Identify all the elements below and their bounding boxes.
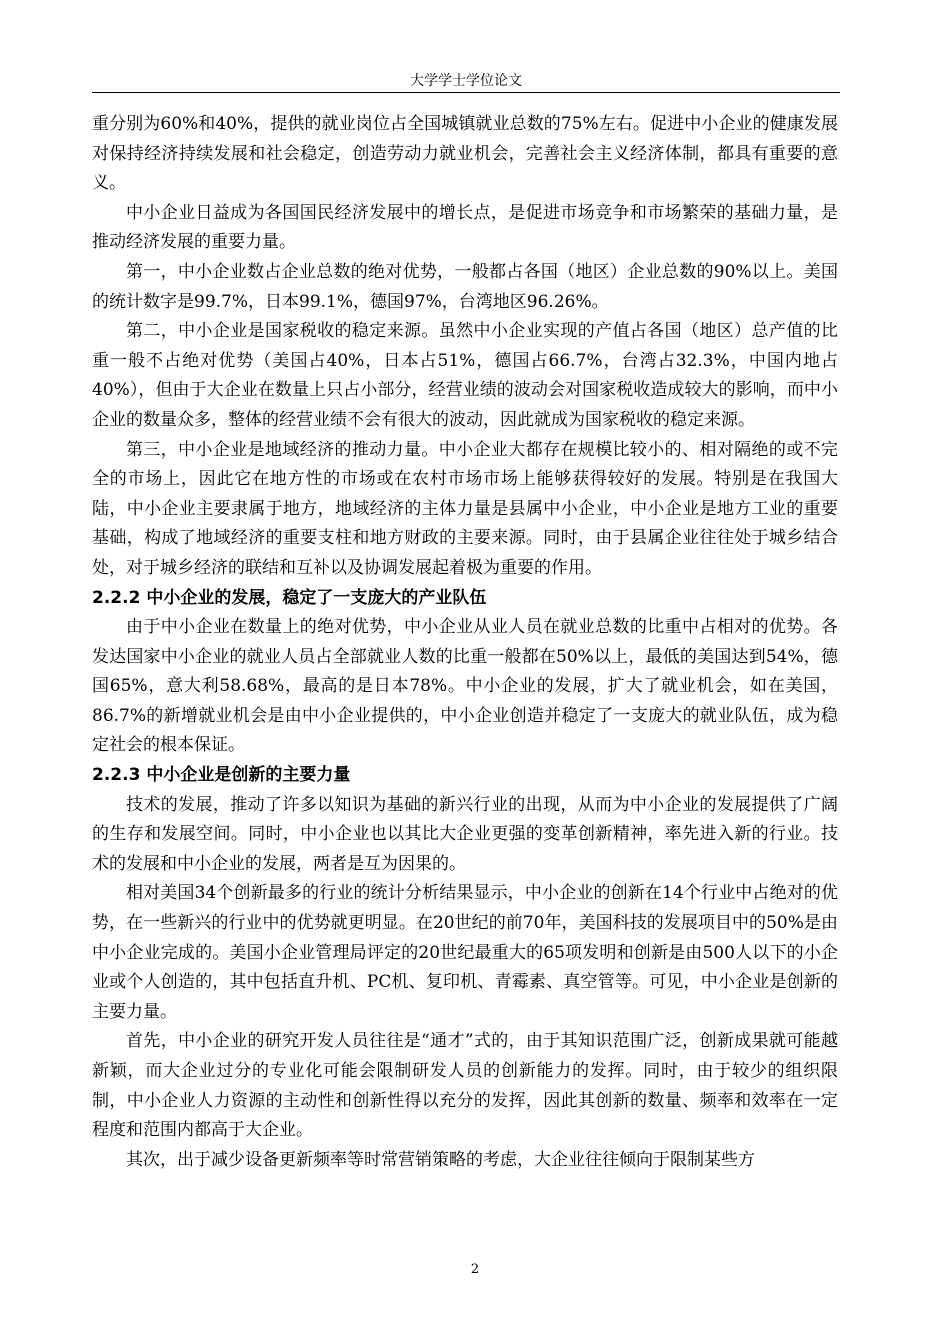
section-heading-2-2-2: 2.2.2 中小企业的发展，稳定了一支庞大的产业队伍 [92,587,487,608]
running-header: 大学学士学位论文 [410,73,522,89]
paragraph-4: 第二，中小企业是国家税收的稳定来源。虽然中小企业实现的产值占各国（地区）总产值的比重一般不占绝对优势（美国占40%，日本占51%，德国占66.7%，台湾占32.3%，中国内地占 40%），但由于大企业在数量上只占小部分，经营业绩的波动会对国家税收造成较大的影响，而中小企业的数量众多，整体的经营业绩不会有很大的波动，因此就成为国家税收的稳定来源。 [92,321,838,430]
paragraph-10: 其次，出于减少设备更新频率等时常营销策略的考虑，大企业往往倾向于限制某些方 [126,1149,755,1170]
page-number: 2 [470,1262,480,1277]
paragraph-5: 第三，中小企业是地域经济的推动力量。中小企业大都存在规模比较小的、相对隔绝的或不完全的市场上，因此它在地方性的市场或在农村市场市场上能够获得较好的发展。特别是在我国大陆，中小企业主要隶属于地方，地域经济的主体力量是县属中小企业，中小企业是地方工业的重要基础，构成了地域经济的重要支柱和地方财政的主要来源。同时，由于县属企业往往处于城乡结合处，对于城乡经济的联结和互补以及协调发展起着极为重要的作用。 [92,439,838,578]
document-body [92,110,838,1175]
paragraph-3: 第一，中小企业数占企业总数的绝对优势，一般都占各国（地区）企业总数的90%以上。美国的统计数字是99.7%，日本99.1%，德国97%，台湾地区96.26%。 [92,261,838,312]
paragraph-1: 重分别为60%和40%，提供的就业岗位占全国城镇就业总数的75%左右。促进中小企业的健康发展对保持经济持续发展和社会稳定，创造劳动力就业机会，完善社会主义经济体制，都具有重要的意义。 [92,114,838,194]
paragraph-6: 由于中小企业在数量上的绝对优势，中小企业从业人员在就业总数的比重中占相对的优势。各发达国家中小企业的就业人员占全部就业人数的比重一般都在50%以上，最低的美国达到54%，德国65%，意大利58.68%，最高的是日本78%。中小企业的发展，扩大了就业机会，如在美国，86.7%的新增就业机会是由中小企业提供的，中小企业创造并稳定了一支庞大的就业队伍，成为稳定社会的根本保证。 [92,617,838,756]
paragraph-2: 中小企业日益成为各国国民经济发展中的增长点，是促进市场竞争和市场繁荣的基础力量，是推动经济发展的重要力量。 [92,202,838,253]
paragraph-8: 相对美国34个创新最多的行业的统计分析结果显示，中小企业的创新在14个行业中占绝对的优势，在一些新兴的行业中的优势就更明显。在20世纪的前70年，美国科技的发展项目中的50%是由中小企业完成的。美国小企业管理局评定的20世纪最重大的65项发明和创新是由500人以下的小企业或个人创造的，其中包括直升机、PC机、复印机、青霉素、真空管等。可见，中小企业是创新的主要力量。 [92,883,838,1022]
paragraph-7: 技术的发展，推动了许多以知识为基础的新兴行业的出现，从而为中小企业的发展提供了广阔的生存和发展空间。同时，中小企业也以其比大企业更强的变革创新精神，率先进入新的行业。技术的发展和中小企业的发展，两者是互为因果的。 [92,794,838,874]
paragraph-9: 首先，中小企业的研究开发人员往往是“通才”式的，由于其知识范围广泛，创新成果就可能越新颖，而大企业过分的专业化可能会限制研发人员的创新能力的发挥。同时，由于较少的组织限制，中小企业人力资源的主动性和创新性得以充分的发挥，因此其创新的数量、频率和效率在一定程度和范围内都高于大企业。 [92,1031,838,1141]
header-rule [92,92,840,93]
section-heading-2-2-3: 2.2.3 中小企业是创新的主要力量 [92,765,351,786]
